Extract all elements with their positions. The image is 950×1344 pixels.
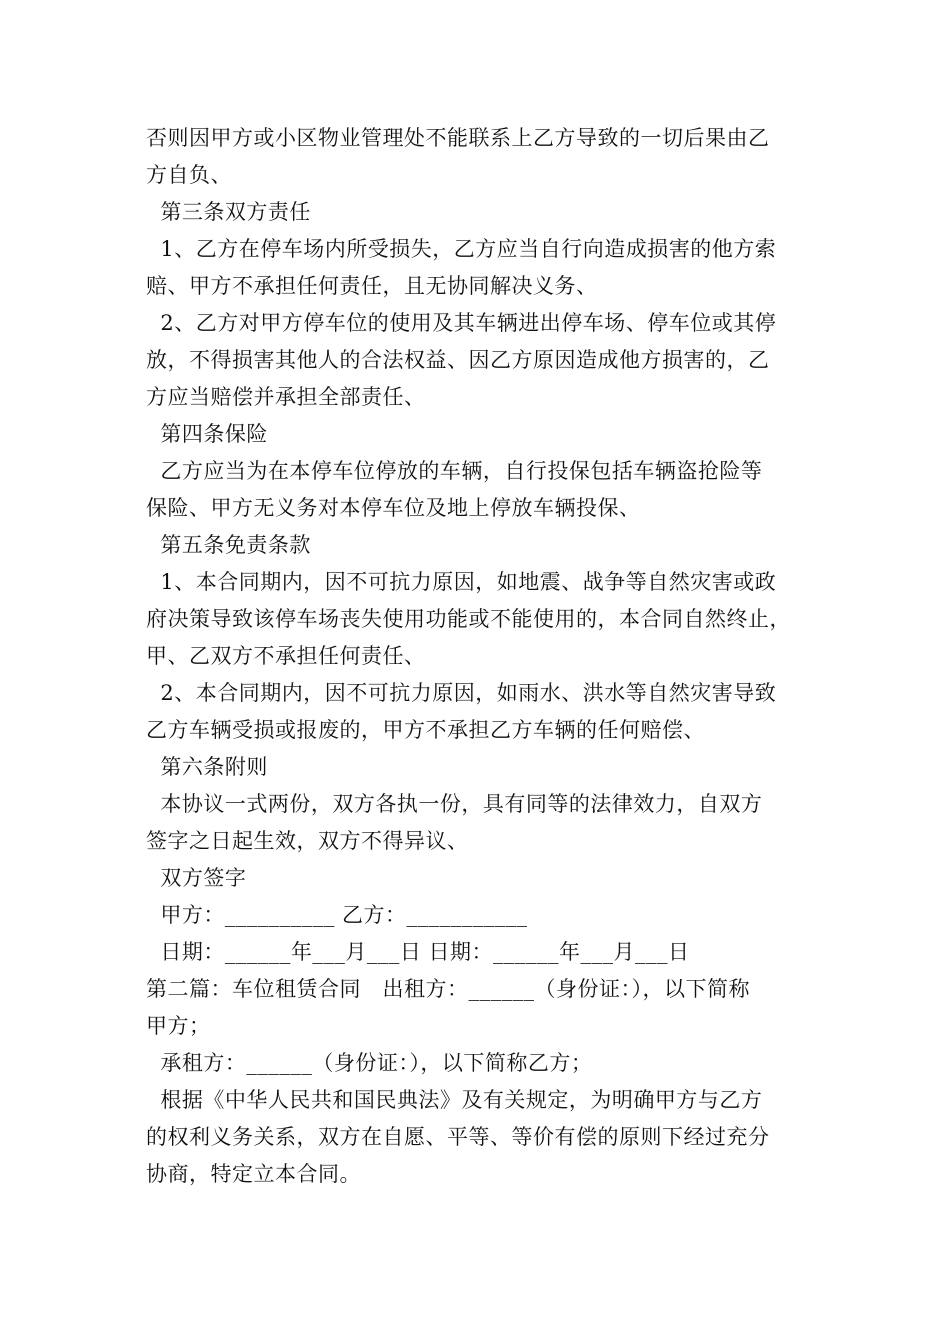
paragraph-line: 签字之日起生效，双方不得异议、: [146, 829, 469, 853]
paragraph-line: 第二篇：车位租赁合同 出租方：______（身份证：），以下简称: [146, 977, 751, 1001]
signature-heading: 双方签字: [146, 866, 247, 890]
paragraph-line: 协商，特定立本合同。: [146, 1162, 361, 1186]
paragraph-line: 承租方：______（身份证：），以下简称乙方；: [146, 1051, 593, 1075]
paragraph-line: 保险、甲方无义务对本停车位及地上停放车辆投保、: [146, 496, 641, 520]
signature-line: 甲方：__________ 乙方：___________: [146, 903, 528, 927]
paragraph-line: 1、乙方在停车场内所受损失，乙方应当自行向造成损害的他方索: [146, 237, 777, 261]
date-line: 日期：______年___月___日 日期：______年___月___日: [146, 940, 690, 964]
paragraph-line: 放，不得损害其他人的合法权益、因乙方原因造成他方损害的，乙: [146, 348, 770, 372]
paragraph-line: 1、本合同期内，因不可抗力原因，如地震、战争等自然灾害或政: [146, 570, 777, 594]
paragraph-line: 本协议一式两份，双方各执一份，具有同等的法律效力，自双方: [146, 792, 763, 816]
paragraph-line: 赔、甲方不承担任何责任，且无协同解决义务、: [146, 274, 598, 298]
paragraph-line: 的权利义务关系，双方在自愿、平等、等价有偿的原则下经过充分: [146, 1125, 770, 1149]
paragraph-line: 2、乙方对甲方停车位的使用及其车辆进出停车场、停车位或其停: [146, 311, 777, 335]
paragraph-line: 2、本合同期内，因不可抗力原因，如雨水、洪水等自然灾害导致: [146, 681, 777, 705]
paragraph-line: 根据《中华人民共和国民典法》及有关规定，为明确甲方与乙方: [146, 1088, 763, 1112]
paragraph-line: 乙方车辆受损或报废的，甲方不承担乙方车辆的任何赔偿、: [146, 718, 705, 742]
section-heading: 第三条双方责任: [146, 200, 311, 224]
paragraph-line: 府决策导致该停车场丧失使用功能或不能使用的，本合同自然终止，: [146, 607, 791, 631]
paragraph-line: 否则因甲方或小区物业管理处不能联系上乙方导致的一切后果由乙: [146, 126, 770, 150]
paragraph-line: 方自负、: [146, 163, 232, 187]
paragraph-line: 方应当赔偿并承担全部责任、: [146, 385, 426, 409]
section-heading: 第六条附则: [146, 755, 268, 779]
paragraph-line: 甲方；: [146, 1014, 211, 1038]
paragraph-line: 甲、乙双方不承担任何责任、: [146, 644, 426, 668]
paragraph-line: 乙方应当为在本停车位停放的车辆，自行投保包括车辆盗抢险等: [146, 459, 763, 483]
section-heading: 第五条免责条款: [146, 533, 311, 557]
section-heading: 第四条保险: [146, 422, 268, 446]
